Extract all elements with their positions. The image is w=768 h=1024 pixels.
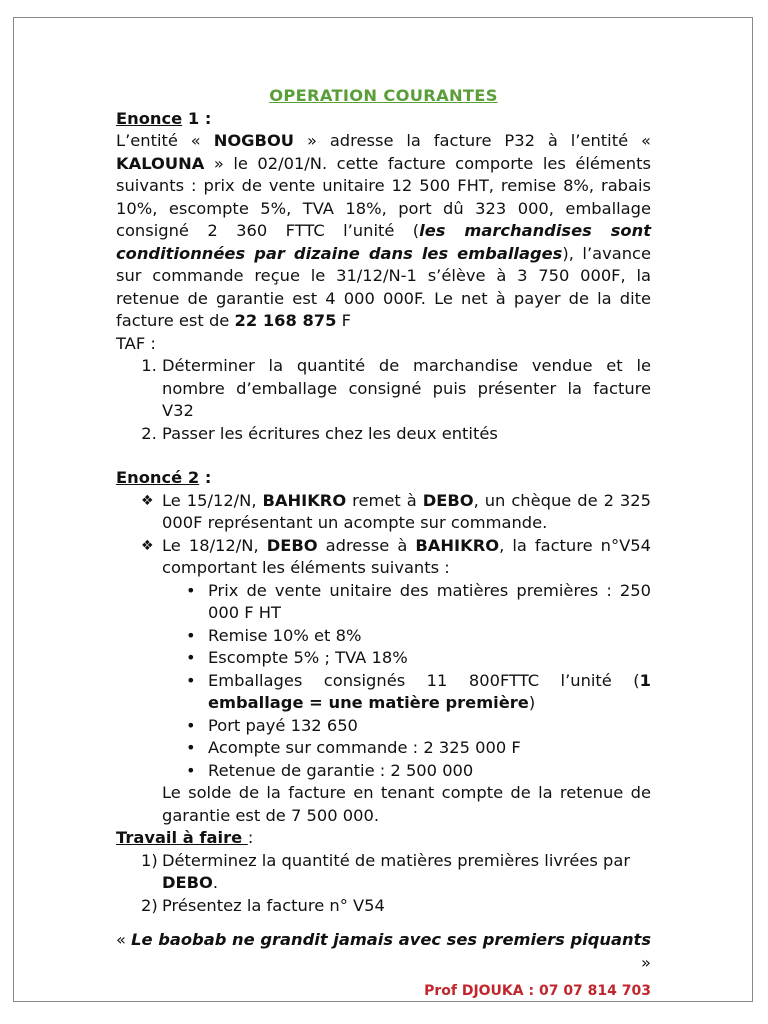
list-item: • Retenue de garantie : 2 500 000 bbox=[208, 760, 651, 783]
list-item: • Port payé 132 650 bbox=[208, 715, 651, 738]
document-title: OPERATION COURANTES bbox=[269, 86, 498, 105]
travail-list bbox=[116, 850, 651, 918]
diamond-bullet-icon: ❖ bbox=[141, 492, 154, 509]
list-item: 1) Déterminez la quantité de matières premières livrées par DEBO. bbox=[141, 850, 631, 892]
taf-label: TAF : bbox=[116, 333, 156, 353]
list-item: • Remise 10% et 8% bbox=[208, 625, 651, 648]
dot-bullet-icon: • bbox=[186, 625, 196, 645]
enonce1-paragraph: L’entité « NOGBOU » adresse la facture P32 à l’entité « KALOUNA » le 02/01/N. cette facture comporte les éléments suivants : prix de vente unitaire 12 500 FHT, remise 8%, rabais 10%, escompte 5%, TVA 18%, port dû 323 000, emballage consigné 2 360 FTTC l’unité (les marchandises sont conditionnées par dizaine dans les emballages), l’avance sur commande reçue le 31/12/N-1 s’élève à 3 750 000F, la retenue de garantie est 4 000 000F. Le net à payer de la dite facture est de 22 168 875 F bbox=[116, 131, 652, 330]
list-item: 1. Déterminer la quantité de marchandise vendue et le nombre d’emballage consigné puis présenter la facture V32 bbox=[162, 355, 651, 423]
invoice-elements-list bbox=[162, 580, 651, 783]
list-item: • Prix de vente unitaire des matières premières : 250 000 F HT bbox=[186, 580, 651, 622]
enonce1-heading: Enonce 1 : bbox=[116, 108, 212, 128]
list-item: 2. Passer les écritures chez les deux entités bbox=[162, 423, 651, 446]
diamond-bullet-icon: ❖ bbox=[141, 537, 154, 554]
dot-bullet-icon: • bbox=[186, 670, 196, 690]
list-item: • Escompte 5% ; TVA 18% bbox=[208, 647, 651, 670]
dot-bullet-icon: • bbox=[186, 738, 196, 757]
taf-list bbox=[116, 355, 651, 445]
list-item: 2) Présentez la facture n° V54 bbox=[141, 895, 385, 915]
dot-bullet-icon: • bbox=[186, 648, 196, 667]
dot-bullet-icon: • bbox=[186, 580, 196, 600]
author-signature: Prof DJOUKA : 07 07 814 703 bbox=[424, 983, 651, 999]
travail-heading: Travail à faire : bbox=[116, 828, 254, 847]
list-item: ❖ Le 18/12/N, DEBO adresse à BAHIKRO, la facture n°V54 comportant les éléments suivants : • Prix de vente unitaire des matières premières : 250 000 F HT • Remise 10% et 8% • Escompte 5% ; TVA 18% • Emballages consignés 11 800FTTC l’unité (1 emballage = une matière première) • Port payé 132 650 • Acompte sur commande : 2 325 000 F • Retenue de garantie : 2 500 000 bbox=[116, 535, 651, 783]
list-item: • Emballages consignés 11 800FTTC l’unité (1 emballage = une matière première) bbox=[186, 670, 651, 712]
enonce2-heading: Enoncé 2 : bbox=[116, 468, 212, 487]
enonce2-list bbox=[116, 490, 651, 783]
proverb-quote: « Le baobab ne grandit jamais avec ses premiers piquants » bbox=[116, 930, 652, 972]
dot-bullet-icon: • bbox=[186, 715, 196, 735]
dot-bullet-icon: • bbox=[186, 760, 196, 780]
document-body bbox=[116, 85, 651, 1003]
list-item: ❖ Le 15/12/N, BAHIKRO remet à DEBO, un chèque de 2 325 000F représentant un acompte sur commande. bbox=[141, 490, 651, 532]
list-item: • Acompte sur commande : 2 325 000 F bbox=[208, 737, 651, 760]
solde-text: Le solde de la facture en tenant compte de la retenue de garantie est de 7 500 000. bbox=[162, 783, 651, 825]
